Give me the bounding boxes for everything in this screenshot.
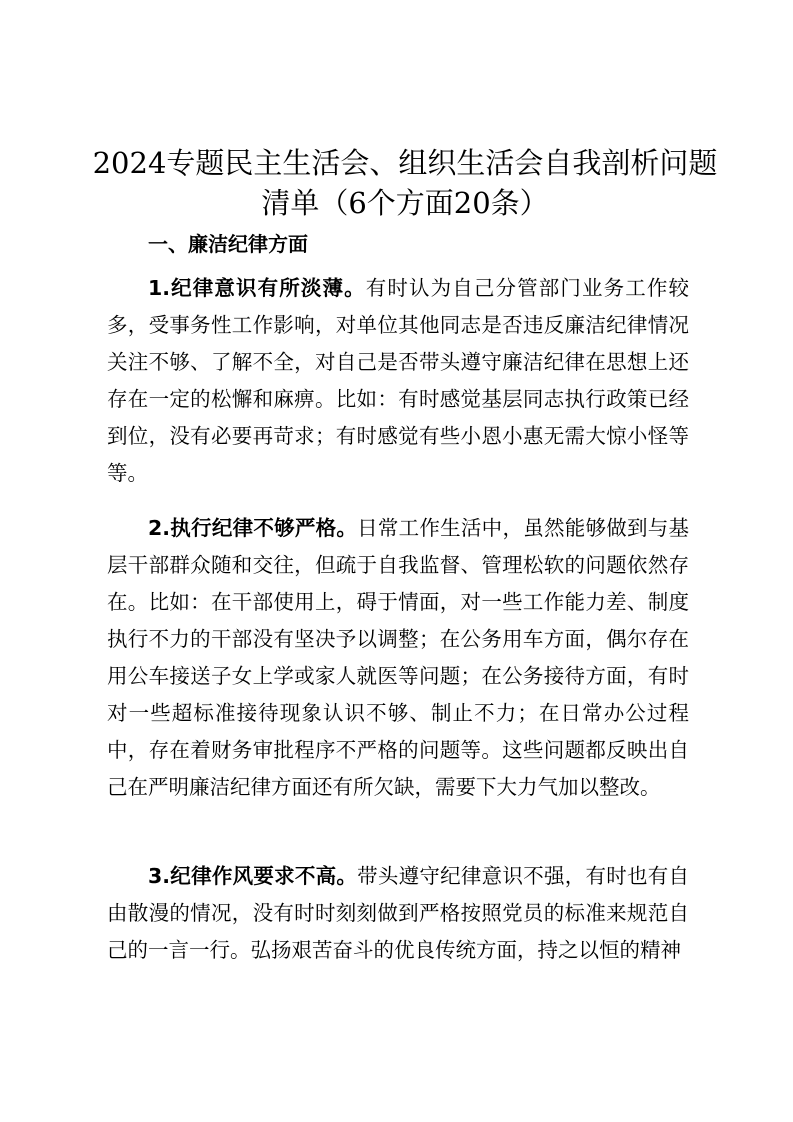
paragraph-3-lead: 3.纪律作风要求不高。 [148,864,358,888]
paragraph-2 [107,510,689,806]
paragraph-2-lead: 2.执行纪律不够严格。 [148,516,358,540]
section-heading: 一、廉洁纪律方面 [148,232,308,256]
document-title: 2024专题民主生活会、组织生活会自我剖析问题清单（6个方面20条） [92,146,718,220]
paragraph-1 [107,270,689,492]
paragraph-2-body: 日常工作生活中，虽然能够做到与基层干部群众随和交往，但疏于自我监督、管理松软的问题依然存在。比如：在干部使用上，碍于情面，对一些工作能力差、制度执行不力的干部没有坚决予以调整；在公务用车方面，偶尔存在用公车接送子女上学或家人就医等问题；在公务接待方面，有时对一些超标准接待现象认识不够、制止不力；在日常办公过程中，存在着财务审批程序不严格的问题等。这些问题都反映出自己在严明廉洁纪律方面还有所欠缺，需要下大力气加以整改。 [107,516,690,799]
paragraph-3 [107,858,689,969]
paragraph-1-body: 有时认为自己分管部门业务工作较多，受事务性工作影响，对单位其他同志是否违反廉洁纪律情况关注不够、了解不全，对自己是否带头遵守廉洁纪律在思想上还存在一定的松懈和麻痹。比如：有时感觉基层同志执行政策已经到位，没有必要再苛求；有时感觉有些小恩小惠无需大惊小怪等等。 [107,276,689,485]
paragraph-1-lead: 1.纪律意识有所淡薄。 [148,276,366,300]
paragraph-3-body: 带头遵守纪律意识不强，有时也有自由散漫的情况，没有时时刻刻做到严格按照党员的标准来规范自己的一言一行。弘扬艰苦奋斗的优良传统方面，持之以恒的精神 [107,864,690,962]
